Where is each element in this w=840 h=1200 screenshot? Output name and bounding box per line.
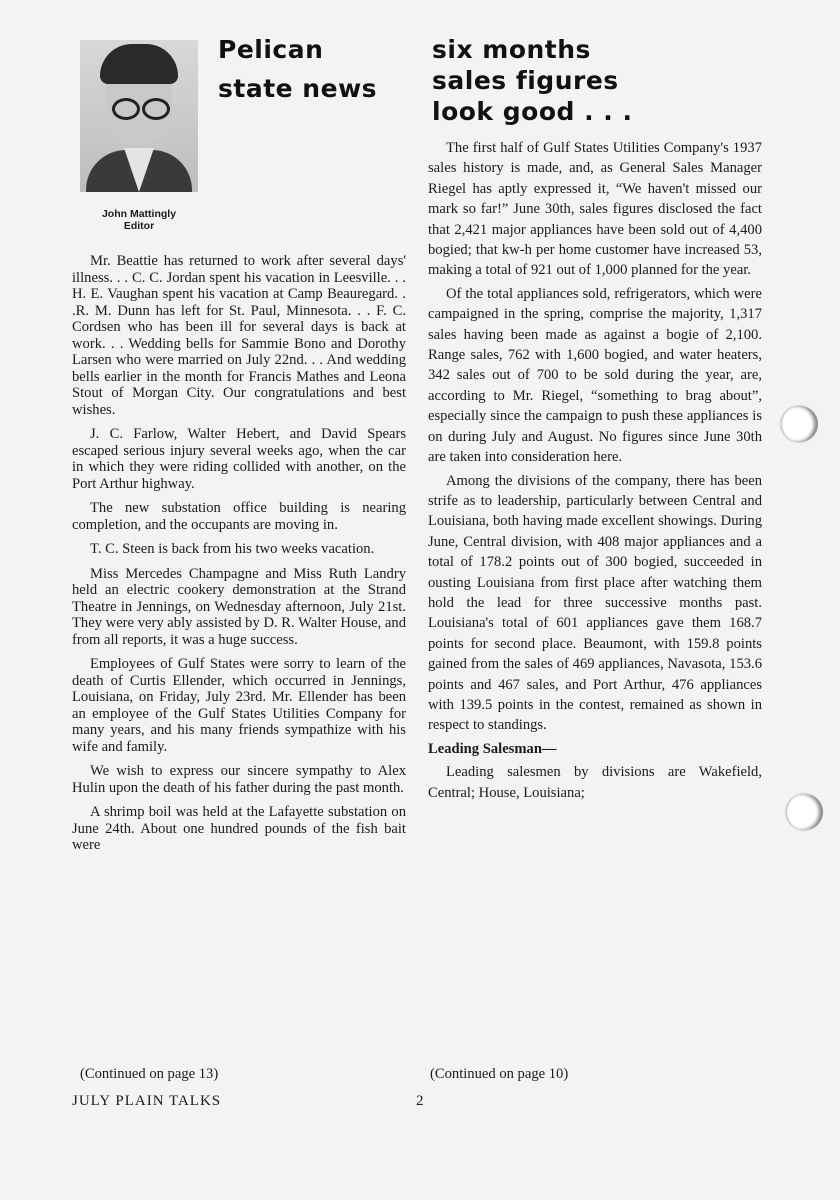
- left-column-body: [72, 253, 406, 862]
- heading-line: Pelican: [218, 35, 324, 64]
- right-column-body: [428, 138, 762, 806]
- paragraph: The first half of Gulf States Utilities Company's 1937 sales history is made, and, as General Sales Manager Riegel has aptly expressed it, “We haven't missed our mark so far!” June 30th, sales figures disclosed the fact that 2,421 major appliances have been sold out of 4,400 bogied; that kw-h per home customer have increased 53, making a total of 921 out of 1,000 planned for the year.: [428, 140, 762, 279]
- left-continued-note: (Continued on page 13): [80, 1066, 219, 1082]
- paragraph: Employees of Gulf States were sorry to learn of the death of Curtis Ellender, which occurred in Jennings, Louisiana, on Friday, July 23rd. Mr. Ellender has been an employee of the Gulf States Utilities Company for many years, and his many friends sympathize with his wife and family.: [72, 656, 406, 755]
- heading-line: look good . . .: [432, 97, 633, 126]
- paragraph: Leading salesmen by divisions are Wakefield, Central; House, Louisiana;: [428, 764, 762, 801]
- paragraph: A shrimp boil was held at the Lafayette substation on June 24th. About one hundred pounds of the fish bait were: [72, 804, 406, 853]
- caption-role: Editor: [123, 220, 155, 232]
- page-number: 2: [416, 1093, 425, 1109]
- paragraph: Mr. Beattie has returned to work after several days' illness. . . C. C. Jordan spent his vacation in Leesville. . . H. E. Vaughan spent his vacation at Camp Beauregard. . .R. M. Dunn has left for St. Paul, Minnesota. . . F. C. Cordsen who has been ill for several days is back at work. . . Wedding bells for Sammie Bono and Dorothy Larsen who were married on July 22nd. . . And wedding bells earlier in the month for Francis Mathes and Leona Stout of Morgan City. Our congratulations and best wishes.: [72, 253, 406, 418]
- subheading: Leading Salesman—: [428, 740, 557, 757]
- paragraph: J. C. Farlow, Walter Hebert, and David Spears escaped serious injury several weeks ago, when the car in which they were riding collided with another, on the Port Arthur highway.: [72, 426, 406, 492]
- heading-line: state news: [218, 74, 378, 103]
- paragraph: T. C. Steen is back from his two weeks vacation.: [90, 541, 375, 557]
- binder-hole: [787, 794, 823, 830]
- binder-hole: [782, 406, 818, 442]
- paragraph: The new substation office building is nearing completion, and the occupants are moving in.: [72, 500, 406, 533]
- paragraph: Of the total appliances sold, refrigerators, which were campaigned in the spring, comprise the majority, 1,317 sales having been made as against a bogie of 2,100. Range sales, 762 with 1,600 bogied, and water heaters, 342 sales out of 700 to be sold during the year, are, according to Mr. Riegel, “something to brag about”, especially since the campaign to push these appliances is on during July and August. No figures since June 30th are taken into consideration here.: [428, 285, 762, 466]
- paragraph: We wish to express our sincere sympathy to Alex Hulin upon the death of his father during the past month.: [72, 763, 406, 796]
- paragraph: Among the divisions of the company, there has been strife as to leadership, particularly between Central and Louisiana, both having made excellent showings. During June, Central division, with 408 major appliances and a total of 178.2 points out of 300 bogied, succeeded in ousting Louisiana from first place after watching them hold the lead for three successive months past. Louisiana's total of 601 appliances gave them 168.7 points for second place. Beaumont, with 159.8 points gained from the sales of 469 appliances, Navasota, 153.6 points and 467 sales, and Port Arthur, 476 appliances with 139.5 points in the contest, remained as shown in respect to standings.: [428, 472, 762, 734]
- left-column-heading: [218, 34, 377, 104]
- right-continued-note: (Continued on page 10): [430, 1066, 569, 1082]
- photo-caption: [80, 208, 198, 232]
- heading-line: sales figures: [432, 66, 619, 95]
- publication-footer: JULY PLAIN TALKS: [72, 1093, 222, 1109]
- heading-line: six months: [432, 35, 591, 64]
- editor-portrait-photo: [80, 40, 198, 192]
- caption-name: John Mattingly: [101, 208, 177, 220]
- paragraph: Miss Mercedes Champagne and Miss Ruth Landry held an electric cookery demonstration at the Strand Theatre in Jennings, on Wednesday afternoon, July 21st. They were very ably assisted by D. R. Walter House, and from all reports, it was a huge success.: [72, 565, 406, 648]
- right-column-heading: [432, 34, 633, 127]
